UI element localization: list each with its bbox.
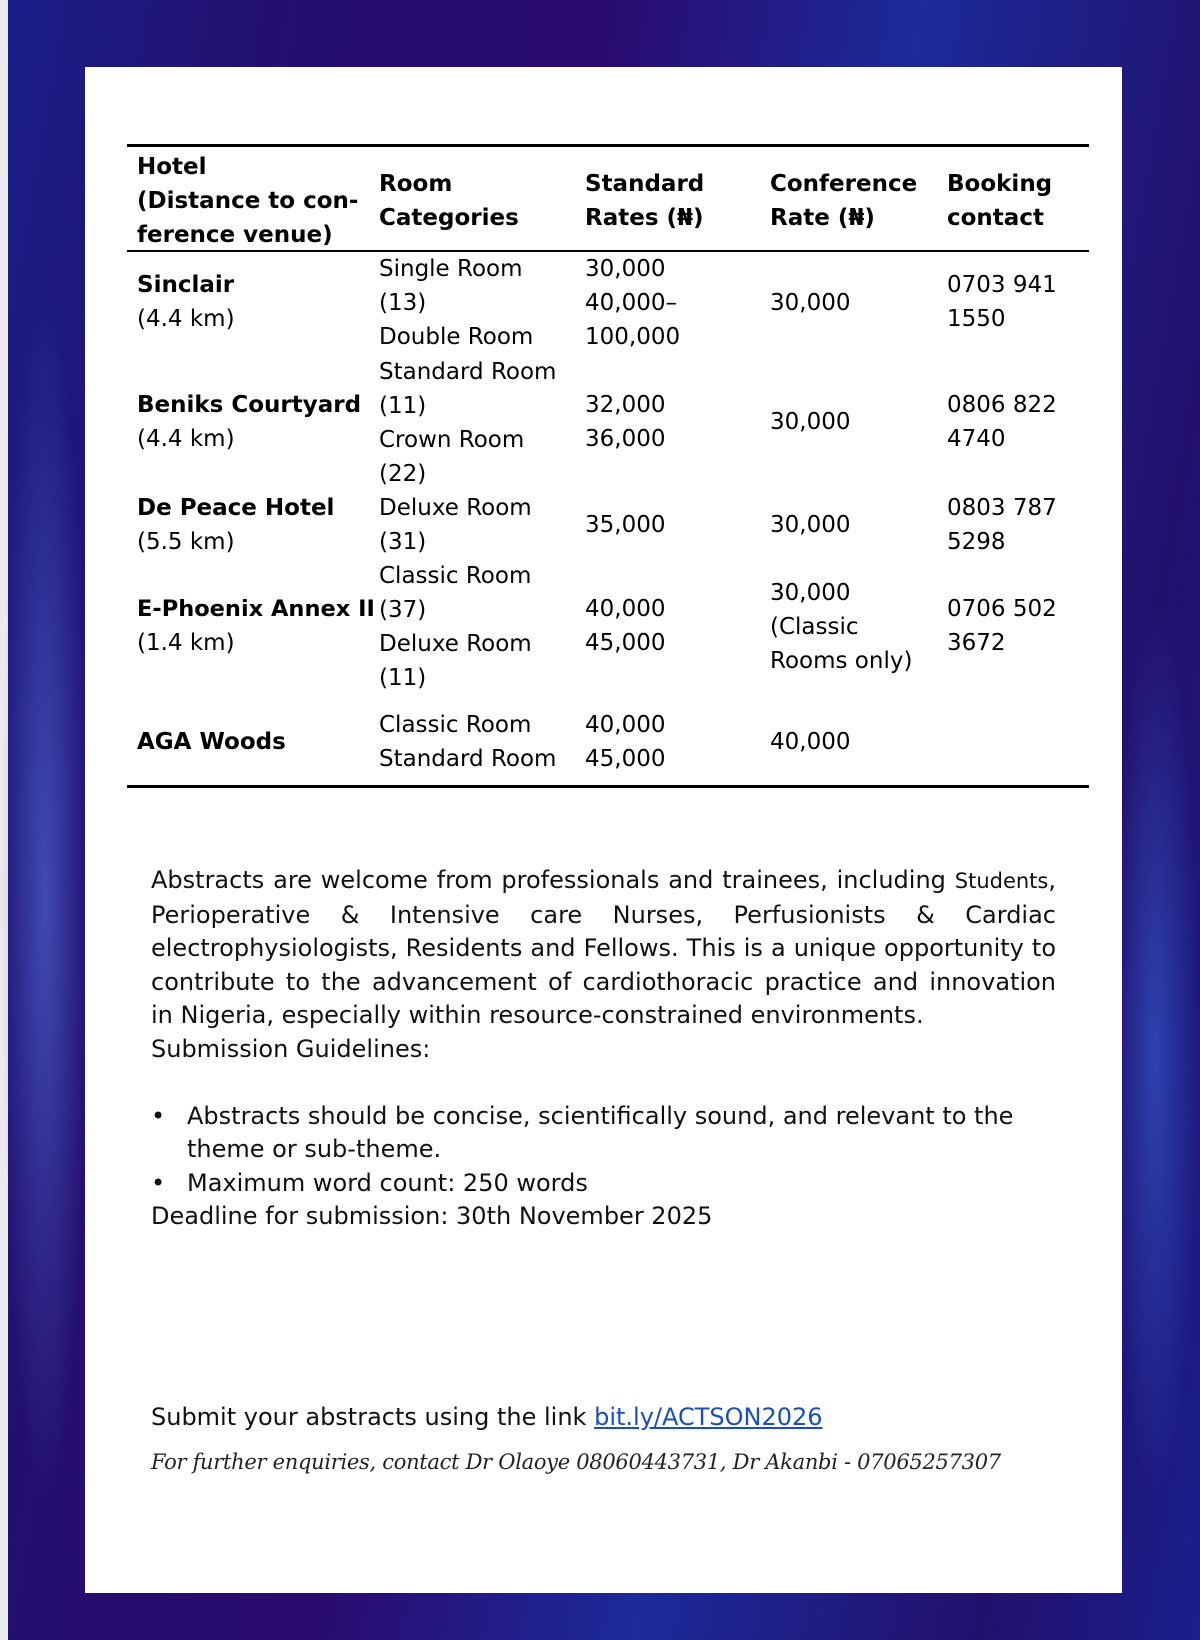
contact-cell: 0703 941 1550 xyxy=(947,272,1057,332)
contact-cell: 0706 502 3672 xyxy=(947,596,1057,656)
table-row xyxy=(127,559,1089,705)
submission-link[interactable]: bit.ly/ACTSON2026 xyxy=(594,1403,823,1431)
table-header-row xyxy=(127,147,1089,250)
header-standard-rates: Standard Rates (₦) xyxy=(585,171,705,231)
deadline-text: Deadline for submission: 30th November 2025 xyxy=(151,1202,713,1230)
enquiries-text: For further enquiries, contact Dr Olaoye 08060443731, Dr Akanbi - 07065257307 xyxy=(151,1450,1001,1474)
table-row xyxy=(127,355,1089,491)
conference-rate-cell: 30,000 (Classic Rooms only) xyxy=(770,580,913,674)
conference-rate-cell: 30,000 xyxy=(770,512,851,538)
hotel-cell: Sinclair (4.4 km) xyxy=(137,272,235,332)
rooms-cell: Classic Room (37) Deluxe Room (11) xyxy=(379,563,532,691)
rooms-cell: Standard Room (11) Crown Room (22) xyxy=(379,359,557,487)
conference-rate-cell: 30,000 xyxy=(770,290,851,316)
submit-prefix: Submit your abstracts using the link xyxy=(151,1403,595,1431)
rooms-cell: Deluxe Room (31) xyxy=(379,495,532,555)
header-hotel: Hotel (Distance to con- ference venue) xyxy=(137,154,359,248)
list-item: • Abstracts should be concise, scientifically sound, and relevant to the theme or sub-theme. xyxy=(151,1100,1056,1167)
table-row xyxy=(127,252,1089,355)
rates-cell: 40,000 45,000 xyxy=(585,596,666,656)
background-glow-left xyxy=(0,300,90,1500)
header-conference-rate: Conference Rate (₦) xyxy=(770,171,918,231)
conference-rate-cell: 40,000 xyxy=(770,729,851,755)
rates-cell: 40,000 45,000 xyxy=(585,712,666,772)
hotel-table xyxy=(127,144,1089,788)
rooms-cell: Single Room (13) Double Room xyxy=(379,256,534,350)
contact-cell: 0803 787 5298 xyxy=(947,495,1057,555)
abstract-intro: Abstracts are welcome from professionals and trainees, including Students, Perioperative & Intensive care Nurses, Perfusionists & Cardiac electrophysiologists, Residents and Fellows. This is a unique opportunity to contribute to the advancement of cardiothoracic practice and innovation in Nigeria, especially within resource-constrained environments. xyxy=(151,866,1056,1029)
hotel-cell: E-Phoenix Annex II (1.4 km) xyxy=(137,596,375,656)
abstract-section xyxy=(151,864,1056,1234)
header-booking-contact: Booking contact xyxy=(947,171,1053,231)
list-item: • Maximum word count: 250 words xyxy=(151,1167,1056,1201)
header-room-categories: Room Categories xyxy=(379,171,519,231)
rooms-cell: Classic Room Standard Room xyxy=(379,712,557,772)
table-row xyxy=(127,491,1089,559)
rates-cell: 32,000 36,000 xyxy=(585,392,666,452)
hotel-cell: Beniks Courtyard (4.4 km) xyxy=(137,392,362,452)
rates-cell: 35,000 xyxy=(585,512,666,538)
guidelines-title: Submission Guidelines: xyxy=(151,1034,431,1063)
guidelines-list xyxy=(151,1100,1056,1201)
rates-cell: 30,000 40,000– 100,000 xyxy=(585,256,681,350)
hotel-cell: De Peace Hotel (5.5 km) xyxy=(137,495,335,555)
background-glow-right xyxy=(1110,600,1200,1500)
document-page xyxy=(85,67,1122,1593)
contact-cell: 0806 822 4740 xyxy=(947,392,1057,452)
hotel-cell: AGA Woods xyxy=(137,729,286,755)
submit-line xyxy=(151,1403,823,1431)
table-bottom-rule xyxy=(127,785,1089,788)
table-row xyxy=(127,705,1089,785)
conference-rate-cell: 30,000 xyxy=(770,409,851,435)
spacer-line xyxy=(151,1066,1056,1100)
